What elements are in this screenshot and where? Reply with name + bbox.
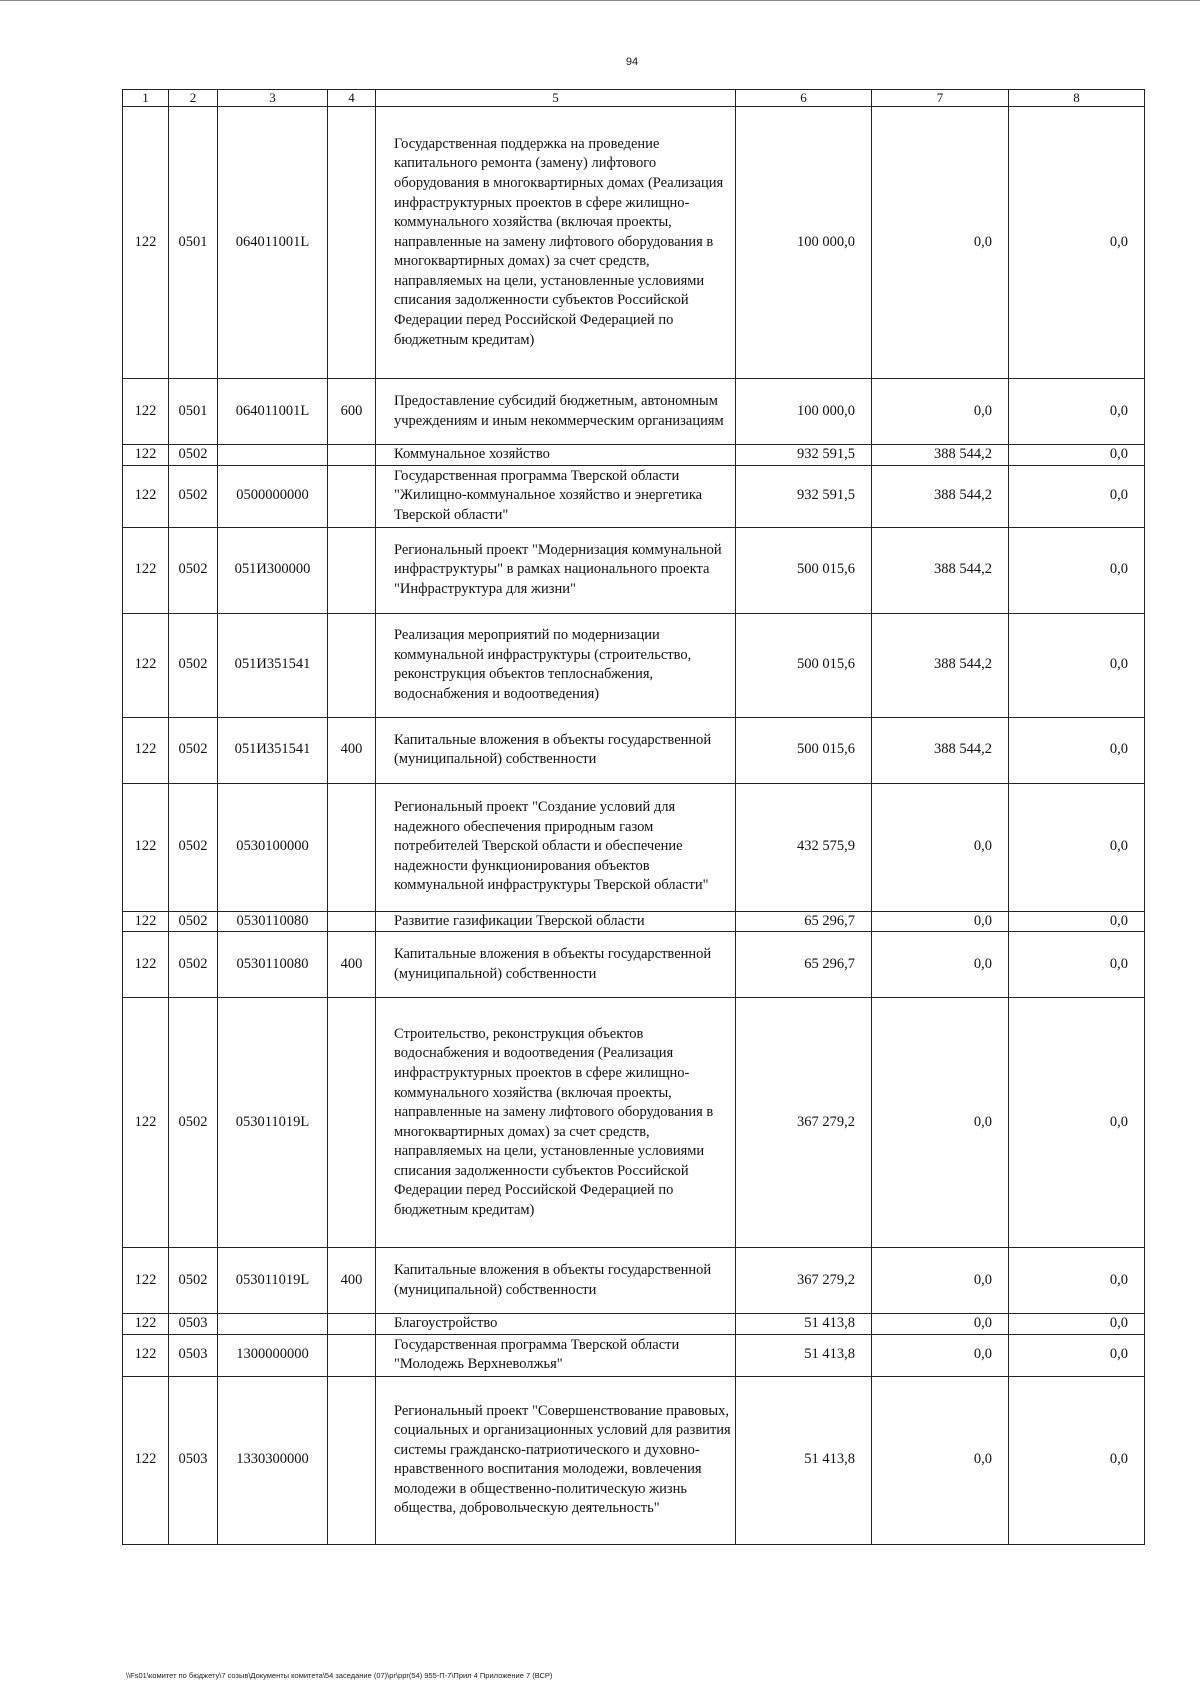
cell-expense-type: 600 [328, 379, 376, 445]
cell-department: 122 [123, 107, 169, 379]
cell-expense-type [328, 465, 376, 527]
cell-department: 122 [123, 932, 169, 998]
cell-department: 122 [123, 717, 169, 783]
cell-amount-7: 0,0 [872, 1314, 1009, 1335]
table-row [123, 932, 1145, 998]
cell-amount-7: 0,0 [872, 932, 1009, 998]
cell-section: 0503 [169, 1334, 218, 1376]
cell-amount-6: 932 591,5 [736, 445, 872, 466]
cell-amount-7: 0,0 [872, 379, 1009, 445]
cell-section: 0502 [169, 1248, 218, 1314]
cell-department: 122 [123, 465, 169, 527]
cell-amount-6: 500 015,6 [736, 527, 872, 613]
cell-amount-8: 0,0 [1009, 1248, 1145, 1314]
table-row [123, 998, 1145, 1248]
cell-target-item: 1330300000 [218, 1376, 328, 1544]
cell-amount-8: 0,0 [1009, 613, 1145, 717]
cell-expense-type: 400 [328, 932, 376, 998]
table-row [123, 465, 1145, 527]
table-row [123, 445, 1145, 466]
cell-section: 0502 [169, 998, 218, 1248]
page-number: 94 [625, 56, 639, 68]
cell-target-item: 0530100000 [218, 783, 328, 911]
cell-amount-6: 65 296,7 [736, 911, 872, 932]
cell-name: Предоставление субсидий бюджетным, автономным учреждениям и иным некоммерческим организациям [376, 379, 736, 445]
cell-amount-7: 0,0 [872, 1334, 1009, 1376]
cell-expense-type [328, 445, 376, 466]
cell-amount-7: 0,0 [872, 107, 1009, 379]
cell-amount-8: 0,0 [1009, 1314, 1145, 1335]
cell-amount-7: 0,0 [872, 998, 1009, 1248]
table-row [123, 1314, 1145, 1335]
cell-target-item: 051И300000 [218, 527, 328, 613]
cell-amount-8: 0,0 [1009, 1334, 1145, 1376]
cell-amount-8: 0,0 [1009, 932, 1145, 998]
cell-expense-type: 400 [328, 1248, 376, 1314]
cell-expense-type [328, 998, 376, 1248]
cell-name: Капитальные вложения в объекты государственной (муниципальной) собственности [376, 1248, 736, 1314]
cell-amount-8: 0,0 [1009, 527, 1145, 613]
cell-target-item: 053011019L [218, 998, 328, 1248]
cell-name: Капитальные вложения в объекты государственной (муниципальной) собственности [376, 717, 736, 783]
cell-amount-7: 388 544,2 [872, 717, 1009, 783]
cell-amount-7: 0,0 [872, 911, 1009, 932]
cell-amount-6: 51 413,8 [736, 1376, 872, 1544]
cell-amount-6: 500 015,6 [736, 717, 872, 783]
cell-amount-8: 0,0 [1009, 445, 1145, 466]
cell-target-item: 0530110080 [218, 932, 328, 998]
cell-section: 0502 [169, 445, 218, 466]
cell-amount-8: 0,0 [1009, 911, 1145, 932]
cell-name: Государственная поддержка на проведение капитального ремонта (замену) лифтового оборудования в многоквартирных домах (Реализация инфраструктурных проектов в сфере жилищно-коммунального хозяйства (включая проекты, направленные на замену лифтового оборудования в многоквартирных домах) за счет средств, направляемых на цели, установленные условиями списания задолженности субъектов Российской Федерации перед Российской Федерацией по бюджетным кредитам) [376, 107, 736, 379]
cell-section: 0501 [169, 107, 218, 379]
cell-target-item: 051И351541 [218, 613, 328, 717]
cell-department: 122 [123, 1376, 169, 1544]
table-header-row [123, 90, 1145, 107]
cell-amount-6: 100 000,0 [736, 107, 872, 379]
cell-expense-type [328, 911, 376, 932]
cell-name: Региональный проект "Создание условий для надежного обеспечения природным газом потребителей Тверской области и обеспечение надежности функционирования объектов коммунальной инфраструктуры Тверской области" [376, 783, 736, 911]
table-row [123, 107, 1145, 379]
cell-expense-type [328, 107, 376, 379]
column-header: 7 [872, 90, 1009, 107]
cell-name: Развитие газификации Тверской области [376, 911, 736, 932]
cell-expense-type [328, 783, 376, 911]
table-row [123, 911, 1145, 932]
cell-amount-8: 0,0 [1009, 998, 1145, 1248]
cell-amount-7: 0,0 [872, 1248, 1009, 1314]
cell-target-item: 1300000000 [218, 1334, 328, 1376]
cell-target-item: 051И351541 [218, 717, 328, 783]
cell-department: 122 [123, 783, 169, 911]
cell-department: 122 [123, 613, 169, 717]
cell-amount-6: 367 279,2 [736, 998, 872, 1248]
cell-expense-type [328, 1314, 376, 1335]
cell-amount-6: 500 015,6 [736, 613, 872, 717]
cell-target-item: 064011001L [218, 107, 328, 379]
cell-amount-7: 388 544,2 [872, 445, 1009, 466]
cell-name: Строительство, реконструкция объектов водоснабжения и водоотведения (Реализация инфраструктурных проектов в сфере жилищно-коммунального хозяйства (включая проекты, направленные на замену лифтового оборудования в многоквартирных домах) за счет средств, направляемых на цели, установленные условиями списания задолженности субъектов Российской Федерации перед Российской Федерацией по бюджетным кредитам) [376, 998, 736, 1248]
cell-name: Капитальные вложения в объекты государственной (муниципальной) собственности [376, 932, 736, 998]
cell-amount-7: 388 544,2 [872, 527, 1009, 613]
cell-amount-6: 65 296,7 [736, 932, 872, 998]
cell-section: 0502 [169, 717, 218, 783]
cell-name: Региональный проект "Модернизация коммунальной инфраструктуры" в рамках национального проекта "Инфраструктура для жизни" [376, 527, 736, 613]
column-header: 2 [169, 90, 218, 107]
cell-amount-6: 51 413,8 [736, 1334, 872, 1376]
column-header: 4 [328, 90, 376, 107]
cell-amount-6: 367 279,2 [736, 1248, 872, 1314]
cell-target-item: 064011001L [218, 379, 328, 445]
cell-expense-type [328, 1376, 376, 1544]
table-row [123, 379, 1145, 445]
cell-expense-type [328, 613, 376, 717]
cell-name: Государственная программа Тверской области "Молодежь Верхневолжья" [376, 1334, 736, 1376]
budget-table [122, 89, 1145, 1545]
cell-expense-type [328, 1334, 376, 1376]
column-header: 6 [736, 90, 872, 107]
cell-name: Государственная программа Тверской области "Жилищно-коммунальное хозяйство и энергетика Тверской области" [376, 465, 736, 527]
cell-amount-8: 0,0 [1009, 465, 1145, 527]
cell-expense-type [328, 527, 376, 613]
cell-name: Региональный проект "Совершенствование правовых, социальных и организационных условий для развития системы гражданско-патриотического и духовно-нравственного воспитания молодежи, вовлечения молодежи в общественно-политическую жизнь общества, добровольческую деятельность" [376, 1376, 736, 1544]
cell-amount-7: 0,0 [872, 1376, 1009, 1544]
footer-file-path: \\Fs01\комитет по бюджету\7 созыв\Документы комитета\54 заседание (07)\pr\ppr(54) 955-П-7\Прил 4 Приложение 7 (ВСР) [126, 1671, 553, 1680]
cell-department: 122 [123, 1314, 169, 1335]
cell-department: 122 [123, 445, 169, 466]
table-row [123, 527, 1145, 613]
cell-section: 0501 [169, 379, 218, 445]
cell-amount-6: 932 591,5 [736, 465, 872, 527]
cell-department: 122 [123, 998, 169, 1248]
cell-name: Реализация мероприятий по модернизации коммунальной инфраструктуры (строительство, реконструкция объектов теплоснабжения, водоснабжения и водоотведения) [376, 613, 736, 717]
cell-department: 122 [123, 911, 169, 932]
cell-amount-6: 51 413,8 [736, 1314, 872, 1335]
table-row [123, 1248, 1145, 1314]
cell-name: Благоустройство [376, 1314, 736, 1335]
cell-amount-7: 388 544,2 [872, 613, 1009, 717]
cell-amount-6: 432 575,9 [736, 783, 872, 911]
cell-section: 0502 [169, 911, 218, 932]
column-header: 1 [123, 90, 169, 107]
cell-department: 122 [123, 527, 169, 613]
cell-amount-8: 0,0 [1009, 717, 1145, 783]
cell-department: 122 [123, 379, 169, 445]
cell-target-item: 053011019L [218, 1248, 328, 1314]
cell-section: 0502 [169, 783, 218, 911]
cell-name: Коммунальное хозяйство [376, 445, 736, 466]
cell-section: 0503 [169, 1314, 218, 1335]
column-header: 3 [218, 90, 328, 107]
cell-target-item: 0500000000 [218, 465, 328, 527]
scan-edge-line [0, 0, 1200, 1]
cell-section: 0502 [169, 613, 218, 717]
cell-amount-8: 0,0 [1009, 379, 1145, 445]
cell-target-item [218, 445, 328, 466]
cell-section: 0502 [169, 932, 218, 998]
cell-amount-7: 388 544,2 [872, 465, 1009, 527]
cell-department: 122 [123, 1248, 169, 1314]
cell-section: 0503 [169, 1376, 218, 1544]
cell-target-item [218, 1314, 328, 1335]
column-header: 8 [1009, 90, 1145, 107]
table-row [123, 717, 1145, 783]
table-row [123, 1334, 1145, 1376]
cell-section: 0502 [169, 465, 218, 527]
cell-department: 122 [123, 1334, 169, 1376]
column-header: 5 [376, 90, 736, 107]
table-row [123, 1376, 1145, 1544]
cell-amount-6: 100 000,0 [736, 379, 872, 445]
table-row [123, 613, 1145, 717]
cell-target-item: 0530110080 [218, 911, 328, 932]
cell-section: 0502 [169, 527, 218, 613]
cell-amount-8: 0,0 [1009, 1376, 1145, 1544]
cell-expense-type: 400 [328, 717, 376, 783]
table-row [123, 783, 1145, 911]
cell-amount-8: 0,0 [1009, 107, 1145, 379]
cell-amount-8: 0,0 [1009, 783, 1145, 911]
cell-amount-7: 0,0 [872, 783, 1009, 911]
